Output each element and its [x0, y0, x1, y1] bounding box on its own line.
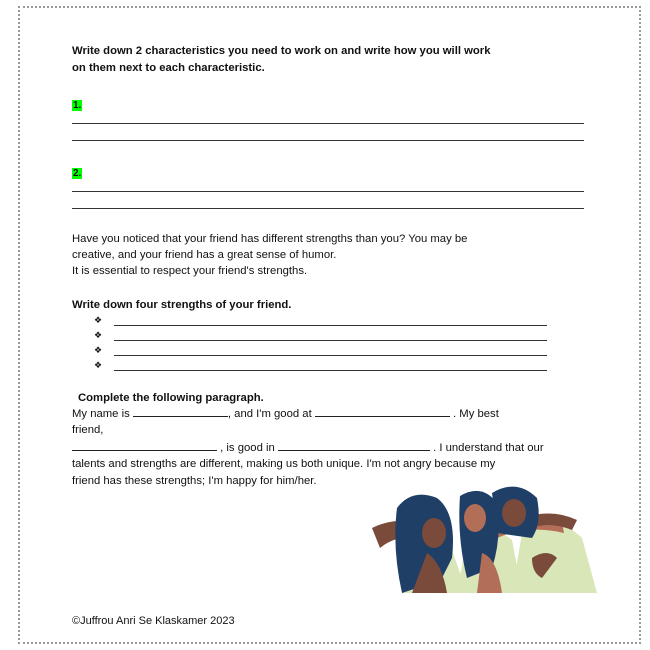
item1-number: 1.	[73, 100, 82, 111]
face-left	[422, 518, 446, 548]
section2-line2: creative, and your friend has a great sense of humor.	[72, 249, 337, 261]
answer-line-1b[interactable]	[72, 140, 584, 141]
name-blank[interactable]	[133, 406, 228, 417]
p3-text-a: , is good in	[220, 442, 275, 454]
bullet-diamond-icon: ❖	[94, 315, 103, 325]
paragraph-line5: friend has these strengths; I'm happy for him/her.	[72, 475, 317, 487]
item2-number: 2.	[73, 168, 82, 179]
answer-line-1a[interactable]	[72, 123, 584, 124]
p1-text-c: . My best	[453, 408, 499, 420]
strength-line-3[interactable]	[114, 355, 547, 356]
p1-text-a: My name is	[72, 408, 130, 420]
p3-text-b: . I understand that our	[433, 442, 544, 454]
face-middle	[464, 504, 486, 532]
p1-text-b: , and I'm good at	[227, 408, 312, 420]
section3-heading: Write down four strengths of your friend.	[72, 299, 292, 311]
strength-line-2[interactable]	[114, 340, 547, 341]
item2-label	[72, 163, 82, 181]
copyright-footer: ©Juffrou Anri Se Klaskamer 2023	[72, 615, 235, 627]
section2-line3: It is essential to respect your friend's strengths.	[72, 265, 308, 277]
friend-name-blank[interactable]	[72, 440, 217, 451]
paragraph-line2: friend,	[72, 424, 104, 436]
friend-good-in-blank[interactable]	[278, 440, 430, 451]
item1-label	[72, 95, 82, 113]
section2-line1: Have you noticed that your friend has different strengths than you? You may be	[72, 233, 468, 245]
strength-line-1[interactable]	[114, 325, 547, 326]
answer-line-2b[interactable]	[72, 208, 584, 209]
bullet-diamond-icon: ❖	[94, 330, 103, 340]
bullet-diamond-icon: ❖	[94, 360, 103, 370]
paragraph-line4: talents and strengths are different, making us both unique. I'm not angry because my	[72, 458, 496, 470]
good-at-blank[interactable]	[315, 406, 450, 417]
section1-heading-line2: on them next to each characteristic.	[72, 62, 265, 74]
face-right	[502, 499, 526, 527]
paragraph-line3	[72, 440, 544, 457]
section1-heading-line1: Write down 2 characteristics you need to work on and write how you will work	[72, 45, 491, 57]
section4-heading: Complete the following paragraph.	[78, 392, 264, 404]
answer-line-2a[interactable]	[72, 191, 584, 192]
bullet-diamond-icon: ❖	[94, 345, 103, 355]
paragraph-line1	[72, 406, 499, 423]
friends-illustration	[372, 478, 600, 593]
strength-line-4[interactable]	[114, 370, 547, 371]
